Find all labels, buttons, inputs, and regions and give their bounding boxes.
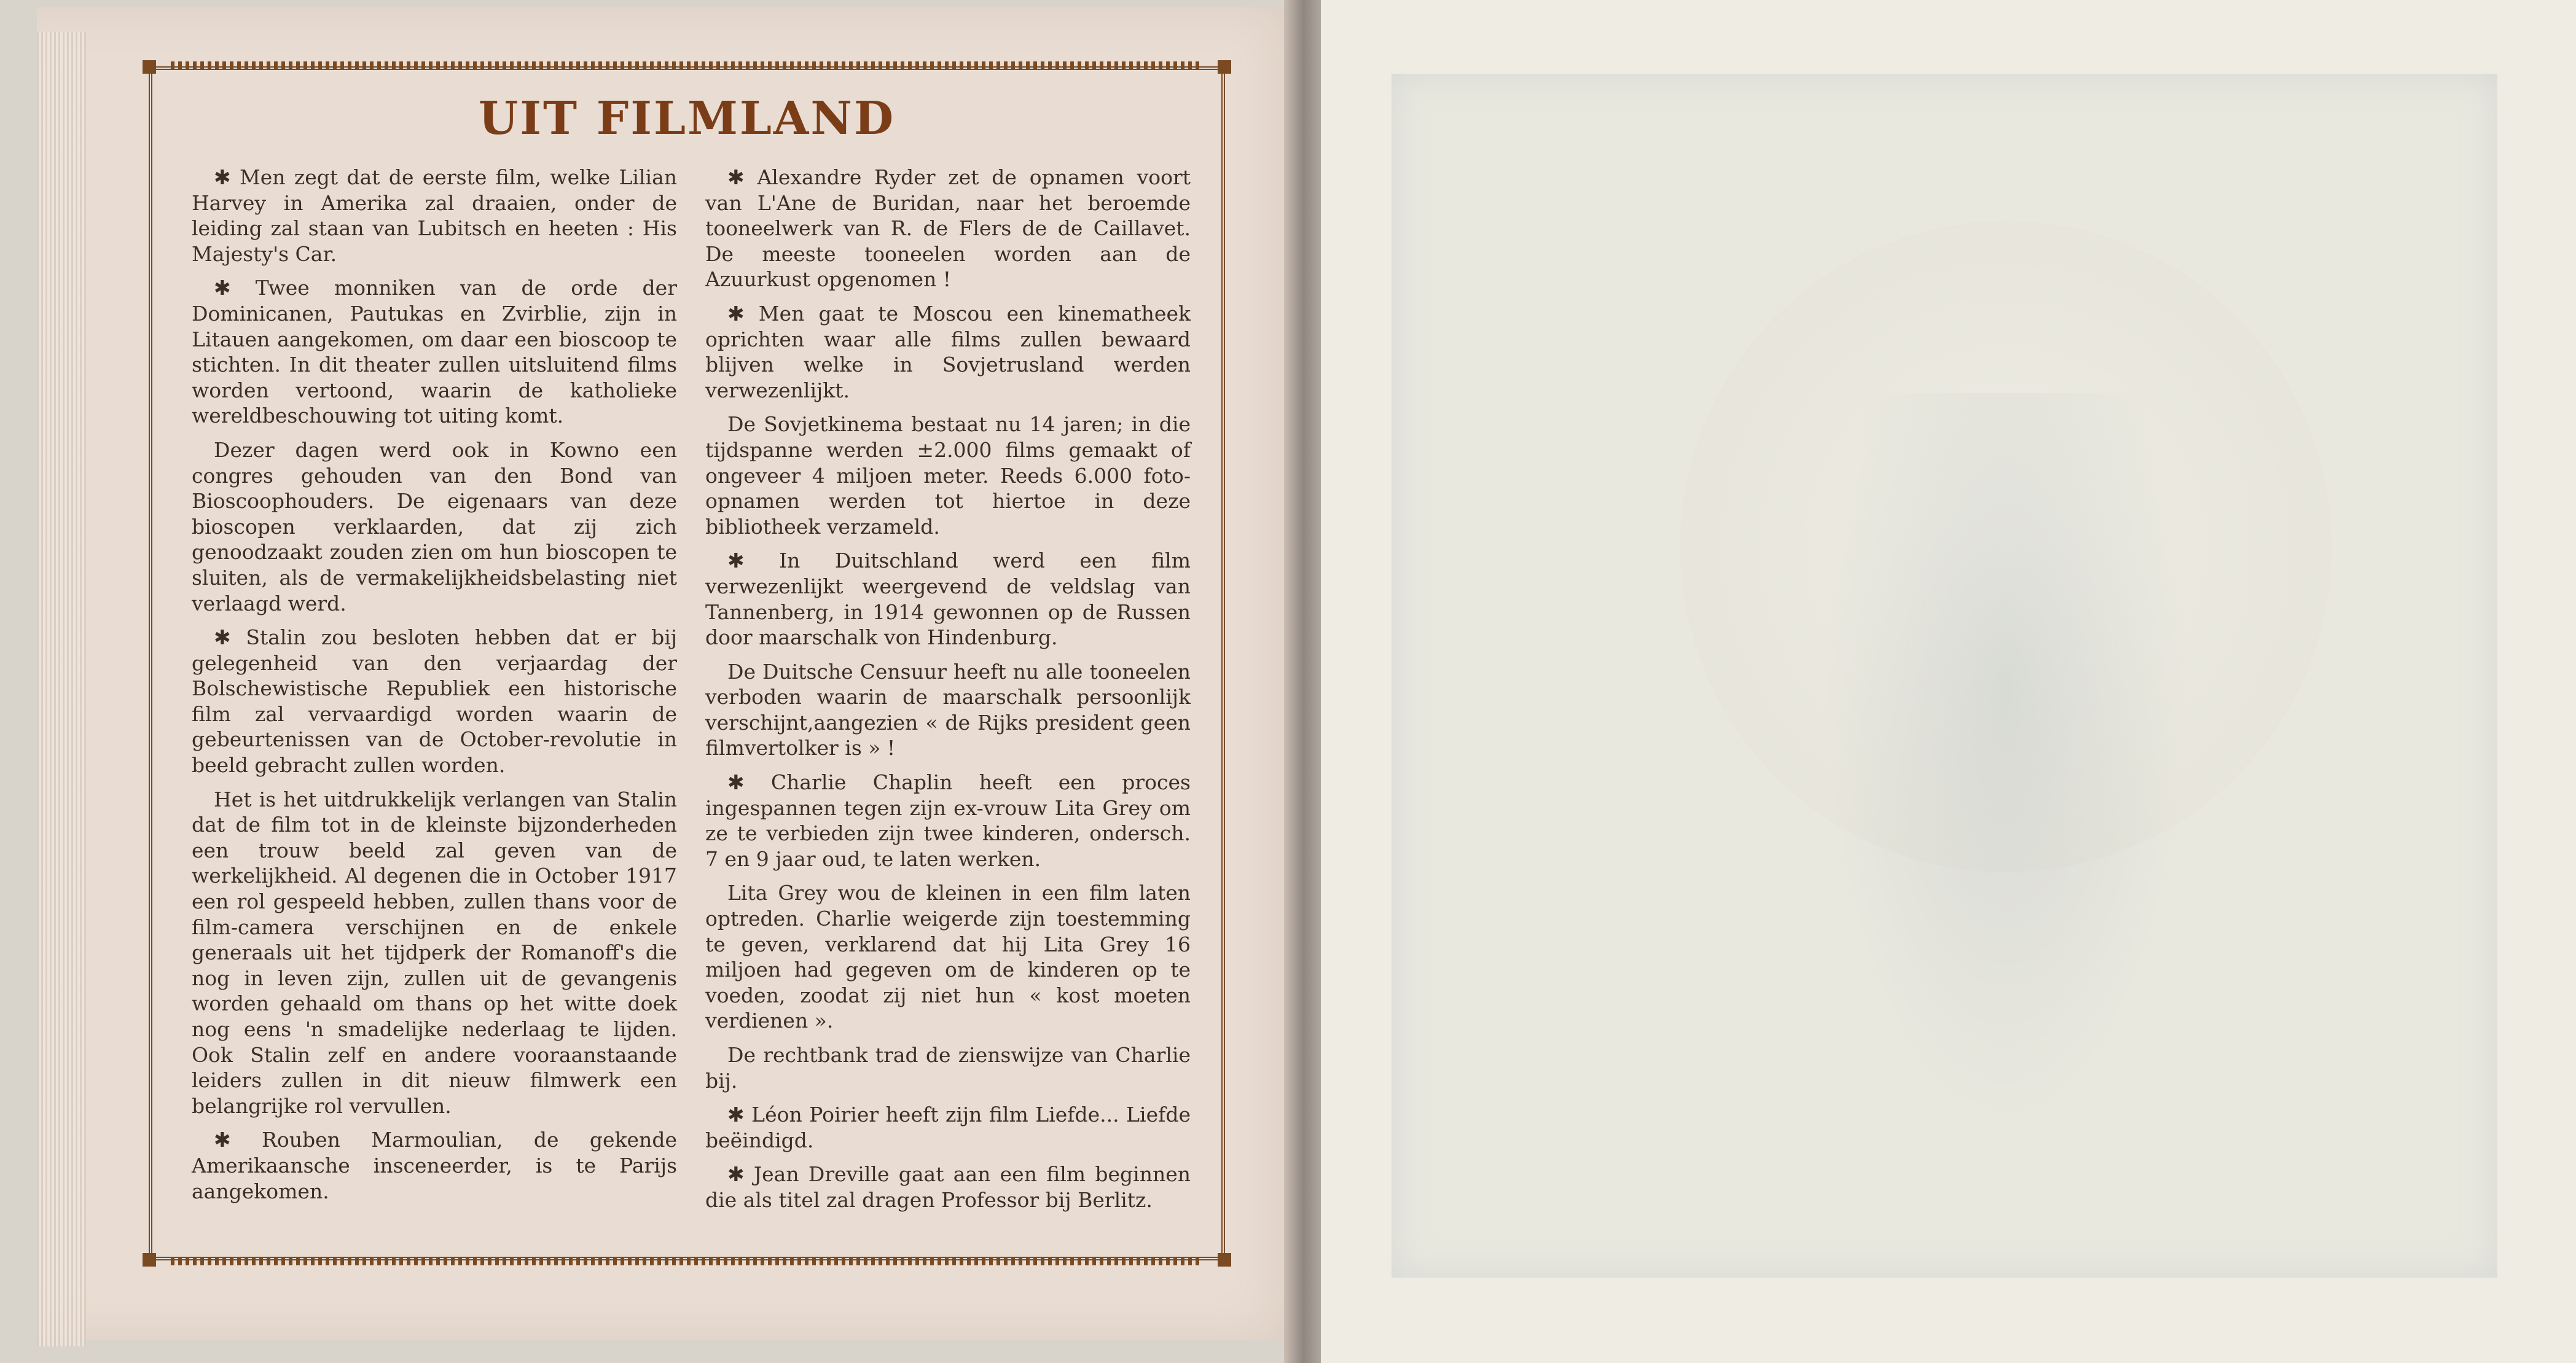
paragraph: ✱ Léon Poirier heeft zijn film Liefde... Liefde beëindigd. [705,1103,1191,1152]
paragraph: ✱ Alexandre Ryder zet de opnamen voort van L'Ane de Buridan, naar het beroemde tooneelwerk van R. de Flers de de Caillavet. De meeste tooneelen worden aan de Azuurkust opgenomen ! [705,165,1191,292]
article-column-right [705,165,1191,1222]
page-edges [37,32,86,1346]
paragraph: ✱ Jean Dreville gaat aan een film beginnen die als titel zal dragen Professor bij Berlitz. [705,1162,1191,1212]
paragraph: ✱ Charlie Chaplin heeft een proces ingespannen tegen zijn ex-vrouw Lita Grey om ze te verbieden zijn twee kinderen, ondersch. 7 en 9 jaar oud, te laten werken. [705,770,1191,871]
article-column-left [192,165,677,1213]
paragraph: ✱ Twee monniken van de orde der Dominicanen, Pautukas en Zvirblie, zijn in Litauen aangekomen, om daar een bioscoop te stichten. In dit theater zullen uitsluitend films worden vertoond, waarin de katholieke wereldbeschouwing tot uiting komt. [192,276,677,428]
frame-border-top [171,61,1203,70]
paragraph: ✱ In Duitschland werd een film verwezenlijkt weergevend de veldslag van Tannenberg, in 1914 gewonnen op de Russen door maarschalk von Hindenburg. [705,549,1191,650]
paragraph: Het is het uitdrukkelijk verlangen van Stalin dat de film tot in de kleinste bijzonderheden een trouw beeld zal geven van de werkelijkheid. Al degenen die in October 1917 een rol gespeeld hebben, zullen thans voor de film-camera verschijnen en de enkele generaals uit het tijdperk der Romanoff's die nog in leven zijn, zullen uit de gevangenis worden gehaald om thans op het witte doek nog eens 'n smadelijke nederlaag te lijden. Ook Stalin zelf en andere vooraanstaande leiders zullen in dit nieuw filmwerk een belangrijke rol vervullen. [192,787,677,1118]
paragraph: De Duitsche Censuur heeft nu alle tooneelen verboden waarin de maarschalk persoonlijk verschijnt,aangezien « de Rijks president geen filmvertolker is » ! [705,659,1191,760]
paragraph: ✱ Men gaat te Moscou een kinematheek oprichten waar alle films zullen bewaard blijven welke in Sovjetrusland werden verwezenlijkt. [705,301,1191,402]
paragraph: De Sovjetkinema bestaat nu 14 jaren; in die tijdspanne werden ±2.000 films gemaakt of ongeveer 4 miljoen meter. Reeds 6.000 foto-opnamen werden tot hiertoe in deze bibliotheek verzameld. [705,412,1191,539]
paragraph: ✱ Rouben Marmoulian, de gekende Amerikaansche insceneerder, is te Parijs aangekomen. [192,1128,677,1203]
page-title: UIT FILMLAND [478,92,896,145]
frame-corner-ornament [143,60,156,74]
show-through-figure-image [1822,393,2190,1130]
frame-corner-ornament [1218,60,1231,74]
frame-corner-ornament [1218,1253,1231,1267]
right-page [1321,0,2576,1363]
frame-corner-ornament [143,1253,156,1267]
paragraph: ✱ Stalin zou besloten hebben dat er bij gelegenheid van den verjaardag der Bolschewistische Republiek een historische film zal vervaardigd worden waarin de gebeurtenissen van de October-revolutie in beeld gebracht zullen worden. [192,625,677,778]
paragraph: ✱ Men zegt dat de eerste film, welke Lilian Harvey in Amerika zal draaien, onder de leiding zal staan van Lubitsch en heeten : His Majesty's Car. [192,165,677,266]
frame-border-bottom [171,1257,1203,1265]
paragraph: Dezer dagen werd ook in Kowno een congres gehouden van den Bond van Bioscoophouders. De eigenaars van deze bioscopen verklaarden, dat zij zich genoodzaakt zouden zien om hun bioscopen te sluiten, als de vermakelijkheidsbelasting niet verlaagd werd. [192,437,677,615]
paragraph: Lita Grey wou de kleinen in een film laten optreden. Charlie weigerde zijn toestemming te geven, verklarend dat hij Lita Grey 16 miljoen had gegeven om de kinderen op te voeden, zoodat zij niet hun « kost moeten verdienen ». [705,881,1191,1033]
faded-print-area [1392,74,2497,1278]
paragraph: De rechtbank trad de zienswijze van Charlie bij. [705,1043,1191,1093]
